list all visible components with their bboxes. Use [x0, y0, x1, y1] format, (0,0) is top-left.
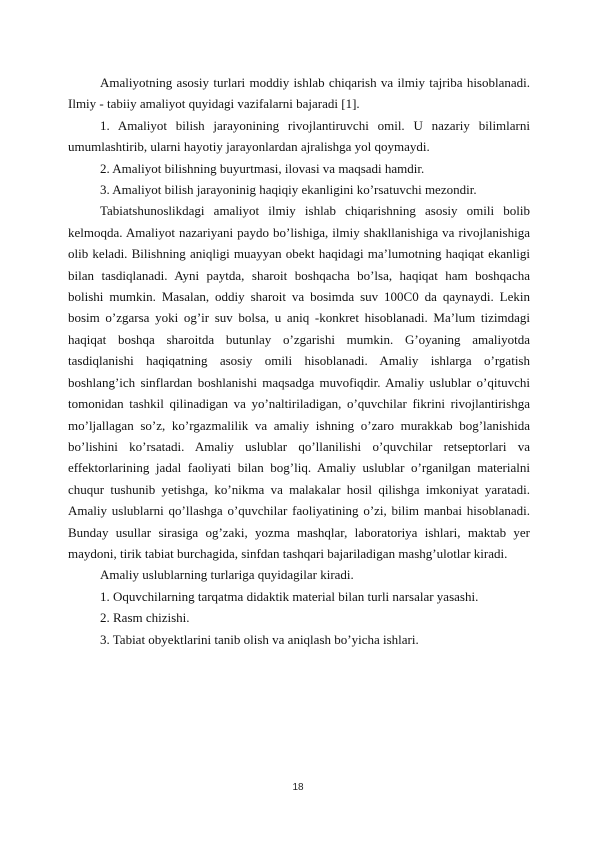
paragraph-item-2: 2. Amaliyot bilishning buyurtmasi, ilovasi va maqsadi hamdir. [100, 160, 425, 176]
paragraph-item-3: 3. Amaliyot bilish jarayoninig haqiqiy ekanligini ko’rsatuvchi mezondir. [100, 182, 477, 198]
body-text [68, 72, 530, 650]
paragraph-method-3: 3. Tabiat obyektlarini tanib olish va aniqlash bo’yicha ishlari. [100, 631, 419, 647]
paragraph-method-1: 1. Oquvchilarning tarqatma didaktik material bilan turli narsalar yasashi. [100, 588, 479, 604]
page-number: 18 [292, 782, 304, 793]
paragraph-practice-types: Amaliyotning asosiy turlari moddiy ishlab chiqarish va ilmiy tajriba hisoblanadi. Ilmiy - tabiiy amaliyot quyidagi vazifalarni bajaradi [1]. [68, 75, 530, 112]
paragraph-item-1: 1. Amaliyot bilish jarayonining rivojlantiruvchi omil. U nazariy bilimlarni umumlashtirib, ularni hayotiy jarayonlardan ajralishga yol qoymaydi. [68, 117, 530, 155]
paragraph-method-types: Amaliy uslublarning turlariga quyidagilar kiradi. [100, 567, 354, 583]
paragraph-method-2: 2. Rasm chizishi. [100, 610, 190, 626]
paragraph-natural-science: Tabiatshunoslikdagi amaliyot ilmiy ishlab chiqarishning asosiy omili bolib kelmoqda. Amaliyot nazariyani paydo bo’lishiga, ilmiy shakllanishiga va rivojlanishiga olib keladi. Bilishning aniqligi muayyan obekt haqidagi ma’lumotning haqiqat ekanligi bilan tasdiqlanadi. Ayni paytda, sharoit boshqacha bo’lsa, haqiqat ham boshqacha bolishi mumkin. Masalan, oddiy sharoit va bosimda suv 100C0 da qaynaydi. Lekin bosim o’zgarsa yoki og’ir suv bolsa, u aniq -konkret hisoblanadi. Ma’lum tizimdagi haqiqat boshqa sharoitda butunlay o’zgarishi mumkin. G’oyaning amaliyotda tasdiqlanishi haqiqatning asosiy omili hisoblanadi. Amaliy ishlarga o’rgatish boshlang’ich sinflardan boshlanishi maqsadga muvofiqdir. Amaliy uslublar o’qituvchi tomonidan tashkil qilinadigan va yo’naltiriladigan, o’quvchilar fikrini rivojlantirishga mo’ljallagan so’z, ko’rgazmalilik va amaliy ishning o’zaro murakkab bog’lanishida bo’lishini ko’rsatadi. Amaliy uslublar qo’llanilishi o’quvchilar retseptorlari va effektorlarining jadal faoliyati bilan bog’liq. Amaliy uslublar o’rganilgan materialni chuqur tushunib yetishga, ko’nikma va malakalar hosil qilishga imkoniyat yaratadi. Amaliy uslublarni qo’llashga o’quvchilar faoliyatining o’zi, bilim manbai hisoblanadi. Bunday usullar sirasiga og’zaki, yozma mashqlar, laboratoriya ishlari, maktab yer maydoni, tirik tabiat burchagida, sinfdan tashqari bajariladigan mashg’ulotlar kiradi. [68, 203, 530, 561]
